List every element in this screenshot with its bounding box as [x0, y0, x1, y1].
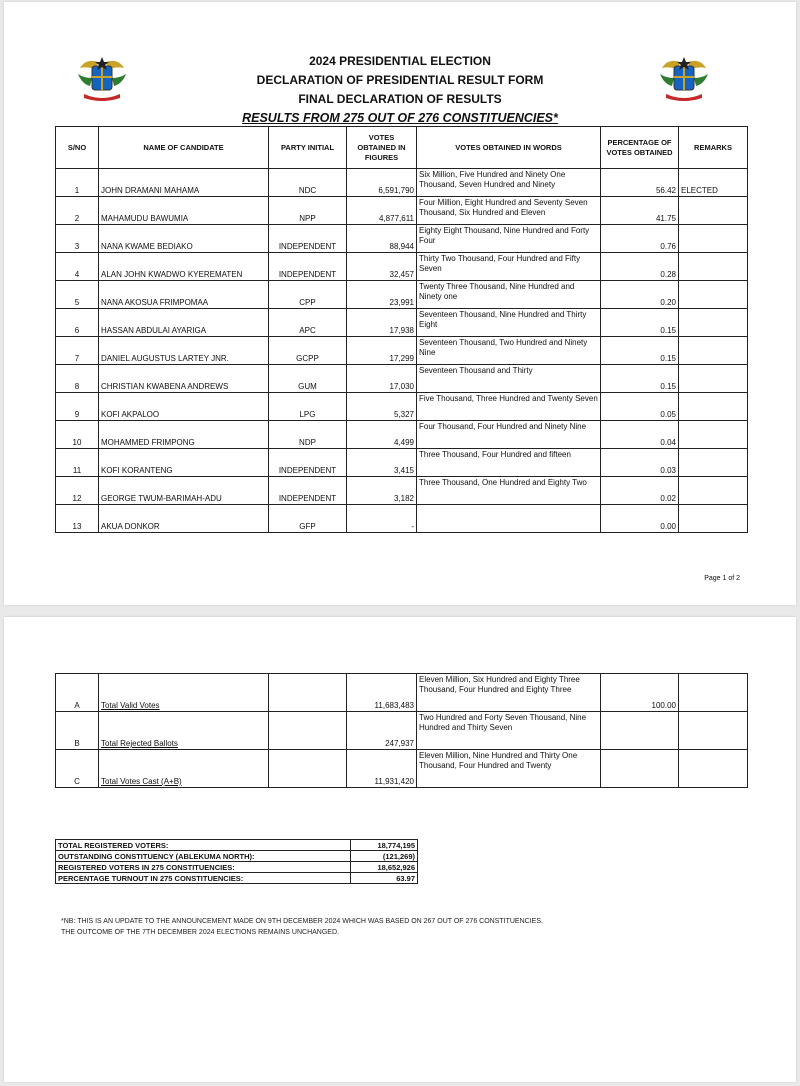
serial-number: 13 [56, 505, 99, 533]
party-initial: INDEPENDENT [269, 449, 347, 477]
serial-number: 8 [56, 365, 99, 393]
column-header-sno: S/NO [56, 127, 99, 169]
document-subtitle: FINAL DECLARATION OF RESULTS [298, 92, 502, 106]
summary-row [56, 862, 418, 873]
votes-figures: 3,182 [347, 477, 417, 505]
votes-figures: 5,327 [347, 393, 417, 421]
vote-percentage: 0.28 [601, 253, 679, 281]
party-initial: NDP [269, 421, 347, 449]
total-votes-figures: 11,931,420 [347, 750, 417, 788]
table-row [56, 309, 748, 337]
total-votes-words: Two Hundred and Forty Seven Thousand, Nine Hundred and Thirty Seven [417, 712, 601, 750]
empty-cell [679, 674, 748, 712]
total-percentage: 100.00 [601, 674, 679, 712]
total-votes-words: Eleven Million, Nine Hundred and Thirty One Thousand, Four Hundred and Twenty [417, 750, 601, 788]
column-header-votes-words: VOTES OBTAINED IN WORDS [417, 127, 601, 169]
remarks [679, 253, 748, 281]
summary-value: 18,652,926 [351, 862, 418, 873]
serial-number: 4 [56, 253, 99, 281]
candidate-name: KOFI KORANTENG [99, 449, 269, 477]
party-initial: GCPP [269, 337, 347, 365]
votes-figures: 17,030 [347, 365, 417, 393]
serial-number: 6 [56, 309, 99, 337]
empty-cell [269, 674, 347, 712]
page-number: Page 1 of 2 [704, 575, 740, 582]
votes-figures: 88,944 [347, 225, 417, 253]
table-row [56, 505, 748, 533]
total-percentage [601, 750, 679, 788]
candidate-results-table [55, 126, 748, 533]
vote-percentage: 0.02 [601, 477, 679, 505]
table-row [56, 449, 748, 477]
table-row [56, 253, 748, 281]
candidate-name: HASSAN ABDULAI AYARIGA [99, 309, 269, 337]
remarks [679, 225, 748, 253]
summary-label: OUTSTANDING CONSTITUENCY (ABLEKUMA NORTH): [56, 851, 351, 862]
vote-percentage: 0.15 [601, 365, 679, 393]
votes-words: Three Thousand, Four Hundred and fifteen [417, 449, 601, 477]
page-two [4, 617, 796, 1082]
total-label-text: Total Valid Votes [101, 701, 160, 710]
serial-number: 12 [56, 477, 99, 505]
party-initial: INDEPENDENT [269, 477, 347, 505]
serial-number: 9 [56, 393, 99, 421]
total-code: C [56, 750, 99, 788]
vote-percentage: 0.03 [601, 449, 679, 477]
candidate-name: AKUA DONKOR [99, 505, 269, 533]
empty-cell [679, 712, 748, 750]
candidate-name: ALAN JOHN KWADWO KYEREMATEN [99, 253, 269, 281]
votes-words: Four Million, Eight Hundred and Seventy Seven Thousand, Six Hundred and Eleven [417, 197, 601, 225]
table-row [56, 169, 748, 197]
candidate-name: NANA AKOSUA FRIMPOMAA [99, 281, 269, 309]
votes-words: Four Thousand, Four Hundred and Ninety Nine [417, 421, 601, 449]
summary-row [56, 873, 418, 884]
votes-words: Five Thousand, Three Hundred and Twenty Seven [417, 393, 601, 421]
vote-percentage: 41.75 [601, 197, 679, 225]
candidate-name: JOHN DRAMANI MAHAMA [99, 169, 269, 197]
remarks [679, 421, 748, 449]
vote-percentage: 0.20 [601, 281, 679, 309]
serial-number: 10 [56, 421, 99, 449]
vote-percentage: 56.42 [601, 169, 679, 197]
candidate-name: GEORGE TWUM-BARIMAH-ADU [99, 477, 269, 505]
totals-row [56, 750, 748, 788]
remarks: ELECTED [679, 169, 748, 197]
total-percentage [601, 712, 679, 750]
votes-figures: 6,591,790 [347, 169, 417, 197]
votes-words [417, 505, 601, 533]
table-row [56, 477, 748, 505]
vote-totals-table [55, 673, 748, 788]
votes-words: Three Thousand, One Hundred and Eighty Two [417, 477, 601, 505]
total-votes-words: Eleven Million, Six Hundred and Eighty Three Thousand, Four Hundred and Eighty Three [417, 674, 601, 712]
votes-words: Seventeen Thousand and Thirty [417, 365, 601, 393]
serial-number: 1 [56, 169, 99, 197]
remarks [679, 365, 748, 393]
total-code: B [56, 712, 99, 750]
summary-value: 63.97 [351, 873, 418, 884]
total-votes-figures: 11,683,483 [347, 674, 417, 712]
total-label [99, 712, 269, 750]
votes-figures: 3,415 [347, 449, 417, 477]
summary-row [56, 851, 418, 862]
empty-cell [269, 712, 347, 750]
party-initial: GUM [269, 365, 347, 393]
summary-label: TOTAL REGISTERED VOTERS: [56, 840, 351, 851]
votes-words: Six Million, Five Hundred and Ninety One Thousand, Seven Hundred and Ninety [417, 169, 601, 197]
votes-figures: 23,991 [347, 281, 417, 309]
party-initial: INDEPENDENT [269, 253, 347, 281]
totals-row [56, 674, 748, 712]
summary-label: REGISTERED VOTERS IN 275 CONSTITUENCIES: [56, 862, 351, 873]
remarks [679, 337, 748, 365]
serial-number: 3 [56, 225, 99, 253]
remarks [679, 281, 748, 309]
column-header-percentage: PERCENTAGE OF VOTES OBTAINED [601, 127, 679, 169]
vote-percentage: 0.76 [601, 225, 679, 253]
candidate-name: MAHAMUDU BAWUMIA [99, 197, 269, 225]
votes-words: Seventeen Thousand, Two Hundred and Ninety Nine [417, 337, 601, 365]
party-initial: INDEPENDENT [269, 225, 347, 253]
totals-row [56, 712, 748, 750]
votes-figures: 32,457 [347, 253, 417, 281]
document-title: 2024 PRESIDENTIAL ELECTION [309, 54, 491, 68]
vote-percentage: 0.15 [601, 309, 679, 337]
votes-figures: 17,938 [347, 309, 417, 337]
page-one [4, 2, 796, 605]
party-initial: CPP [269, 281, 347, 309]
party-initial: NDC [269, 169, 347, 197]
table-row [56, 225, 748, 253]
total-label [99, 674, 269, 712]
total-label [99, 750, 269, 788]
table-row [56, 281, 748, 309]
table-row [56, 421, 748, 449]
serial-number: 7 [56, 337, 99, 365]
column-header-votes-figures: VOTES OBTAINED IN FIGURES [347, 127, 417, 169]
vote-percentage: 0.00 [601, 505, 679, 533]
vote-percentage: 0.15 [601, 337, 679, 365]
votes-words: Twenty Three Thousand, Nine Hundred and Ninety one [417, 281, 601, 309]
votes-words: Seventeen Thousand, Nine Hundred and Thirty Eight [417, 309, 601, 337]
candidate-name: DANIEL AUGUSTUS LARTEY JNR. [99, 337, 269, 365]
table-row [56, 365, 748, 393]
serial-number: 2 [56, 197, 99, 225]
empty-cell [679, 750, 748, 788]
summary-value: (121,269) [351, 851, 418, 862]
results-scope: RESULTS FROM 275 OUT OF 276 CONSTITUENCIES* [242, 111, 558, 125]
votes-figures: 4,877,611 [347, 197, 417, 225]
total-label-text: Total Votes Cast (A+B) [101, 777, 182, 786]
column-header-name: NAME OF CANDIDATE [99, 127, 269, 169]
party-initial: GFP [269, 505, 347, 533]
summary-value: 18,774,195 [351, 840, 418, 851]
votes-words: Thirty Two Thousand, Four Hundred and Fifty Seven [417, 253, 601, 281]
form-name: DECLARATION OF PRESIDENTIAL RESULT FORM [256, 73, 544, 87]
votes-words: Eighty Eight Thousand, Nine Hundred and Forty Four [417, 225, 601, 253]
update-note: *NB: THIS IS AN UPDATE TO THE ANNOUNCEMENT MADE ON 9TH DECEMBER 2024 WHICH WAS BASED ON 267 OUT OF 276 CONSTITUENCIES. [61, 918, 543, 925]
votes-figures: - [347, 505, 417, 533]
remarks [679, 505, 748, 533]
total-votes-figures: 247,937 [347, 712, 417, 750]
remarks [679, 309, 748, 337]
outcome-note: THE OUTCOME OF THE 7TH DECEMBER 2024 ELECTIONS REMAINS UNCHANGED. [61, 929, 339, 936]
column-header-party: PARTY INITIAL [269, 127, 347, 169]
remarks [679, 197, 748, 225]
vote-percentage: 0.04 [601, 421, 679, 449]
table-row [56, 393, 748, 421]
vote-percentage: 0.05 [601, 393, 679, 421]
summary-row [56, 840, 418, 851]
votes-figures: 4,499 [347, 421, 417, 449]
column-header-remarks: REMARKS [679, 127, 748, 169]
total-label-text: Total Rejected Ballots [101, 739, 178, 748]
remarks [679, 449, 748, 477]
party-initial: APC [269, 309, 347, 337]
summary-label: PERCENTAGE TURNOUT IN 275 CONSTITUENCIES: [56, 873, 351, 884]
table-row [56, 197, 748, 225]
candidate-name: CHRISTIAN KWABENA ANDREWS [99, 365, 269, 393]
votes-figures: 17,299 [347, 337, 417, 365]
serial-number: 11 [56, 449, 99, 477]
table-row [56, 337, 748, 365]
serial-number: 5 [56, 281, 99, 309]
party-initial: NPP [269, 197, 347, 225]
remarks [679, 393, 748, 421]
registered-voters-summary [55, 839, 418, 884]
total-code: A [56, 674, 99, 712]
empty-cell [269, 750, 347, 788]
remarks [679, 477, 748, 505]
table-header-row [56, 127, 748, 169]
party-initial: LPG [269, 393, 347, 421]
candidate-name: NANA KWAME BEDIAKO [99, 225, 269, 253]
candidate-name: KOFI AKPALOO [99, 393, 269, 421]
candidate-name: MOHAMMED FRIMPONG [99, 421, 269, 449]
